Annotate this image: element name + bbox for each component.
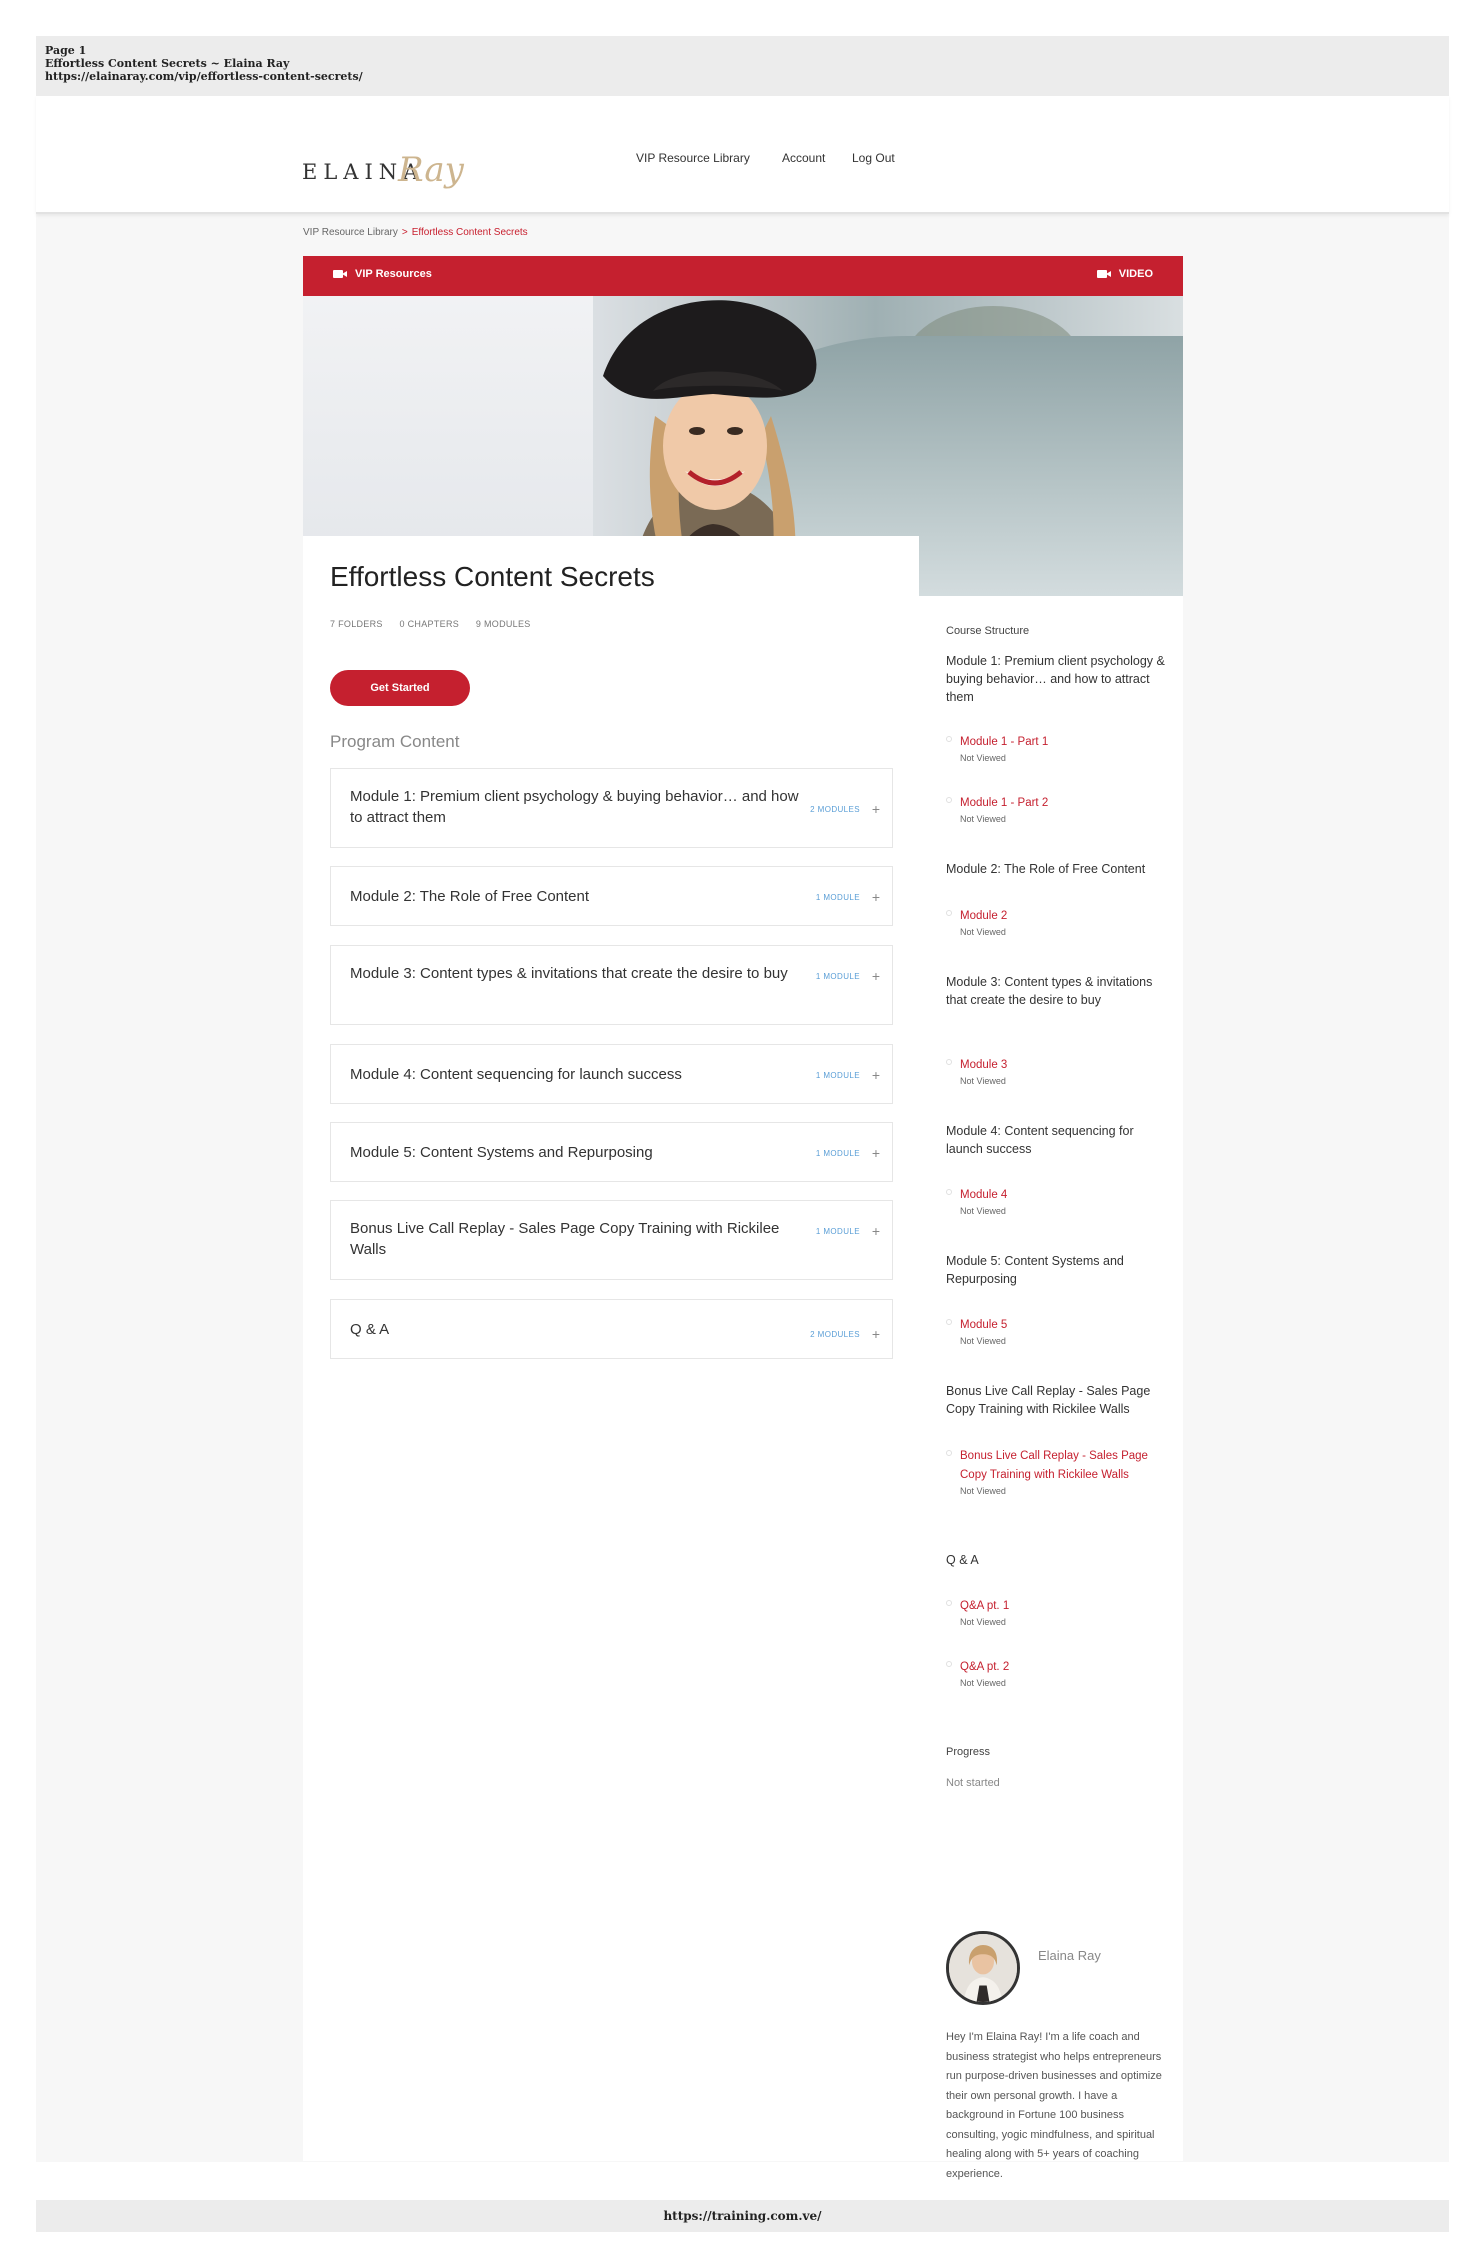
print-page-url: https://elainaray.com/vip/effortless-content-secrets/ <box>45 70 363 83</box>
module-count: 1 MODULE <box>815 1071 860 1080</box>
expand-plus-icon[interactable]: + <box>871 1145 880 1161</box>
breadcrumb-root[interactable]: VIP Resource Library <box>303 227 398 238</box>
program-module-4[interactable] <box>330 1044 893 1104</box>
nav-vip-resource-library[interactable]: VIP Resource Library <box>636 151 750 165</box>
module-title: Module 5: Content Systems and Repurposing <box>350 1144 653 1161</box>
lesson-status: Not Viewed <box>960 814 1006 824</box>
course-meta <box>330 619 545 629</box>
lesson-status-dot <box>946 1189 952 1195</box>
module-title: Module 4: Content sequencing for launch success <box>350 1066 682 1083</box>
main-nav <box>36 151 1449 171</box>
page <box>36 96 1449 2180</box>
expand-plus-icon[interactable]: + <box>871 801 880 817</box>
lesson-status: Not Viewed <box>960 1206 1006 1216</box>
sidebar-lesson[interactable] <box>946 1447 1171 1496</box>
program-content-heading: Program Content <box>330 732 460 751</box>
logo-script: Ray <box>398 150 464 190</box>
sidebar-lesson[interactable] <box>946 907 1171 937</box>
print-header <box>36 36 1449 96</box>
lesson-status: Not Viewed <box>960 1486 1006 1496</box>
sidebar-lesson[interactable] <box>946 1186 1171 1216</box>
module-title: Q & A <box>350 1321 390 1338</box>
program-module-3[interactable] <box>330 945 893 1025</box>
lesson-title[interactable]: Module 5 <box>960 1319 1008 1331</box>
lesson-status-dot <box>946 1600 952 1606</box>
course-type-bar <box>303 256 1183 296</box>
module-title: Bonus Live Call Replay - Sales Page Copy Training with Rickilee Walls <box>350 1220 780 1258</box>
nav-account[interactable]: Account <box>782 151 826 165</box>
course-main-card <box>303 536 919 2161</box>
lesson-status: Not Viewed <box>960 753 1006 763</box>
lesson-status-dot <box>946 797 952 803</box>
lesson-status: Not Viewed <box>960 1617 1006 1627</box>
logo-wordmark: ELAINA <box>302 160 425 184</box>
print-page-title: Effortless Content Secrets ~ Elaina Ray <box>45 57 290 70</box>
breadcrumb <box>303 227 528 238</box>
lesson-status: Not Viewed <box>960 1336 1006 1346</box>
lesson-title[interactable]: Module 3 <box>960 1059 1008 1071</box>
sidebar-lesson[interactable] <box>946 1316 1171 1346</box>
module-count: 1 MODULE <box>815 1227 860 1236</box>
sidebar-lesson[interactable] <box>946 733 1171 763</box>
course-title: Effortless Content Secrets <box>330 561 655 592</box>
sidebar-section-title: Module 3: Content types & invitations that create the desire to buy <box>946 975 1153 1007</box>
course-structure-heading: Course Structure <box>946 625 1030 637</box>
lesson-status-dot <box>946 1059 952 1065</box>
expand-plus-icon[interactable]: + <box>871 1326 880 1342</box>
module-count: 1 MODULE <box>815 1149 860 1158</box>
print-footer <box>36 2200 1449 2232</box>
author-name: Elaina Ray <box>1038 1948 1101 1963</box>
sidebar-lesson[interactable] <box>946 794 1171 824</box>
modules-count: 9 MODULES <box>475 619 531 629</box>
expand-plus-icon[interactable]: + <box>871 1223 880 1239</box>
sidebar-section-title: Module 2: The Role of Free Content <box>946 862 1146 876</box>
author-bio: Hey I'm Elaina Ray! I'm a life coach and business strategist who helps entrepreneurs run purpose-driven businesses and optimize their own personal growth. I have a background in Fortune 100 business consulting, yogic mindfulness, and spiritual healing along with 5+ years of coaching experience. <box>946 2031 1162 2180</box>
print-page-number: Page 1 <box>45 44 87 57</box>
program-module-5[interactable] <box>330 1122 893 1182</box>
sidebar-lesson[interactable] <box>946 1597 1171 1627</box>
video-camera-icon <box>333 269 347 279</box>
program-module-2[interactable] <box>330 866 893 926</box>
expand-plus-icon[interactable]: + <box>871 968 880 984</box>
vip-resources-label: VIP Resources <box>355 268 432 280</box>
breadcrumb-separator: > <box>401 227 408 238</box>
sidebar-lesson[interactable] <box>946 1658 1171 1688</box>
program-module-1[interactable] <box>330 768 893 848</box>
progress-label: Progress <box>946 1746 991 1758</box>
folders-count: 7 FOLDERS <box>330 619 383 629</box>
lesson-title[interactable]: Q&A pt. 1 <box>960 1600 1010 1612</box>
sidebar-section-title: Bonus Live Call Replay - Sales Page Copy Training with Rickilee Walls <box>946 1384 1151 1416</box>
lesson-title[interactable]: Module 2 <box>960 910 1008 922</box>
print-footer-url: https://training.com.ve/ <box>663 2209 822 2223</box>
module-count: 2 MODULES <box>810 805 860 814</box>
lesson-status-dot <box>946 1450 952 1456</box>
sidebar-section-title: Module 5: Content Systems and Repurposing <box>946 1254 1124 1286</box>
lesson-title[interactable]: Module 1 - Part 1 <box>960 736 1049 748</box>
program-module-6[interactable] <box>330 1200 893 1280</box>
site-header <box>36 96 1449 214</box>
module-title: Module 2: The Role of Free Content <box>350 888 590 905</box>
module-count: 1 MODULE <box>815 893 860 902</box>
expand-plus-icon[interactable]: + <box>871 1067 880 1083</box>
sidebar-section-title: Module 1: Premium client psychology & buying behavior… and how to attract them <box>946 654 1165 704</box>
lesson-title[interactable]: Q&A pt. 2 <box>960 1661 1010 1673</box>
lesson-status-dot <box>946 736 952 742</box>
get-started-button[interactable]: Get Started <box>330 670 470 706</box>
module-count: 2 MODULES <box>810 1330 860 1339</box>
lesson-title[interactable]: Module 1 - Part 2 <box>960 797 1049 809</box>
progress-status: Not started <box>946 1777 1000 1789</box>
lesson-status: Not Viewed <box>960 1678 1006 1688</box>
module-title: Module 1: Premium client psychology & buying behavior… and how to attract them <box>350 788 799 826</box>
video-label: VIDEO <box>1118 268 1153 280</box>
chapters-count: 0 CHAPTERS <box>399 619 460 629</box>
sidebar-section-title: Q & A <box>946 1553 979 1567</box>
module-count: 1 MODULE <box>815 972 860 981</box>
lesson-status-dot <box>946 1319 952 1325</box>
breadcrumb-current[interactable]: Effortless Content Secrets <box>411 227 528 238</box>
lesson-title[interactable]: Module 4 <box>960 1189 1008 1201</box>
lesson-status: Not Viewed <box>960 927 1006 937</box>
lesson-status: Not Viewed <box>960 1076 1006 1086</box>
expand-plus-icon[interactable]: + <box>871 889 880 905</box>
author-avatar <box>946 1931 1020 2005</box>
lesson-status-dot <box>946 1661 952 1667</box>
course-sidebar <box>919 596 1183 2180</box>
module-title: Module 3: Content types & invitations that create the desire to buy <box>350 965 788 982</box>
lesson-status-dot <box>946 910 952 916</box>
program-module-7[interactable] <box>330 1299 893 1359</box>
sidebar-lesson[interactable] <box>946 1056 1171 1086</box>
nav-log-out[interactable]: Log Out <box>852 151 895 165</box>
video-camera-icon <box>1097 269 1111 279</box>
lesson-title[interactable]: Bonus Live Call Replay - Sales Page Copy Training with Rickilee Walls <box>960 1450 1148 1481</box>
sidebar-section-title: Module 4: Content sequencing for launch success <box>946 1124 1134 1156</box>
